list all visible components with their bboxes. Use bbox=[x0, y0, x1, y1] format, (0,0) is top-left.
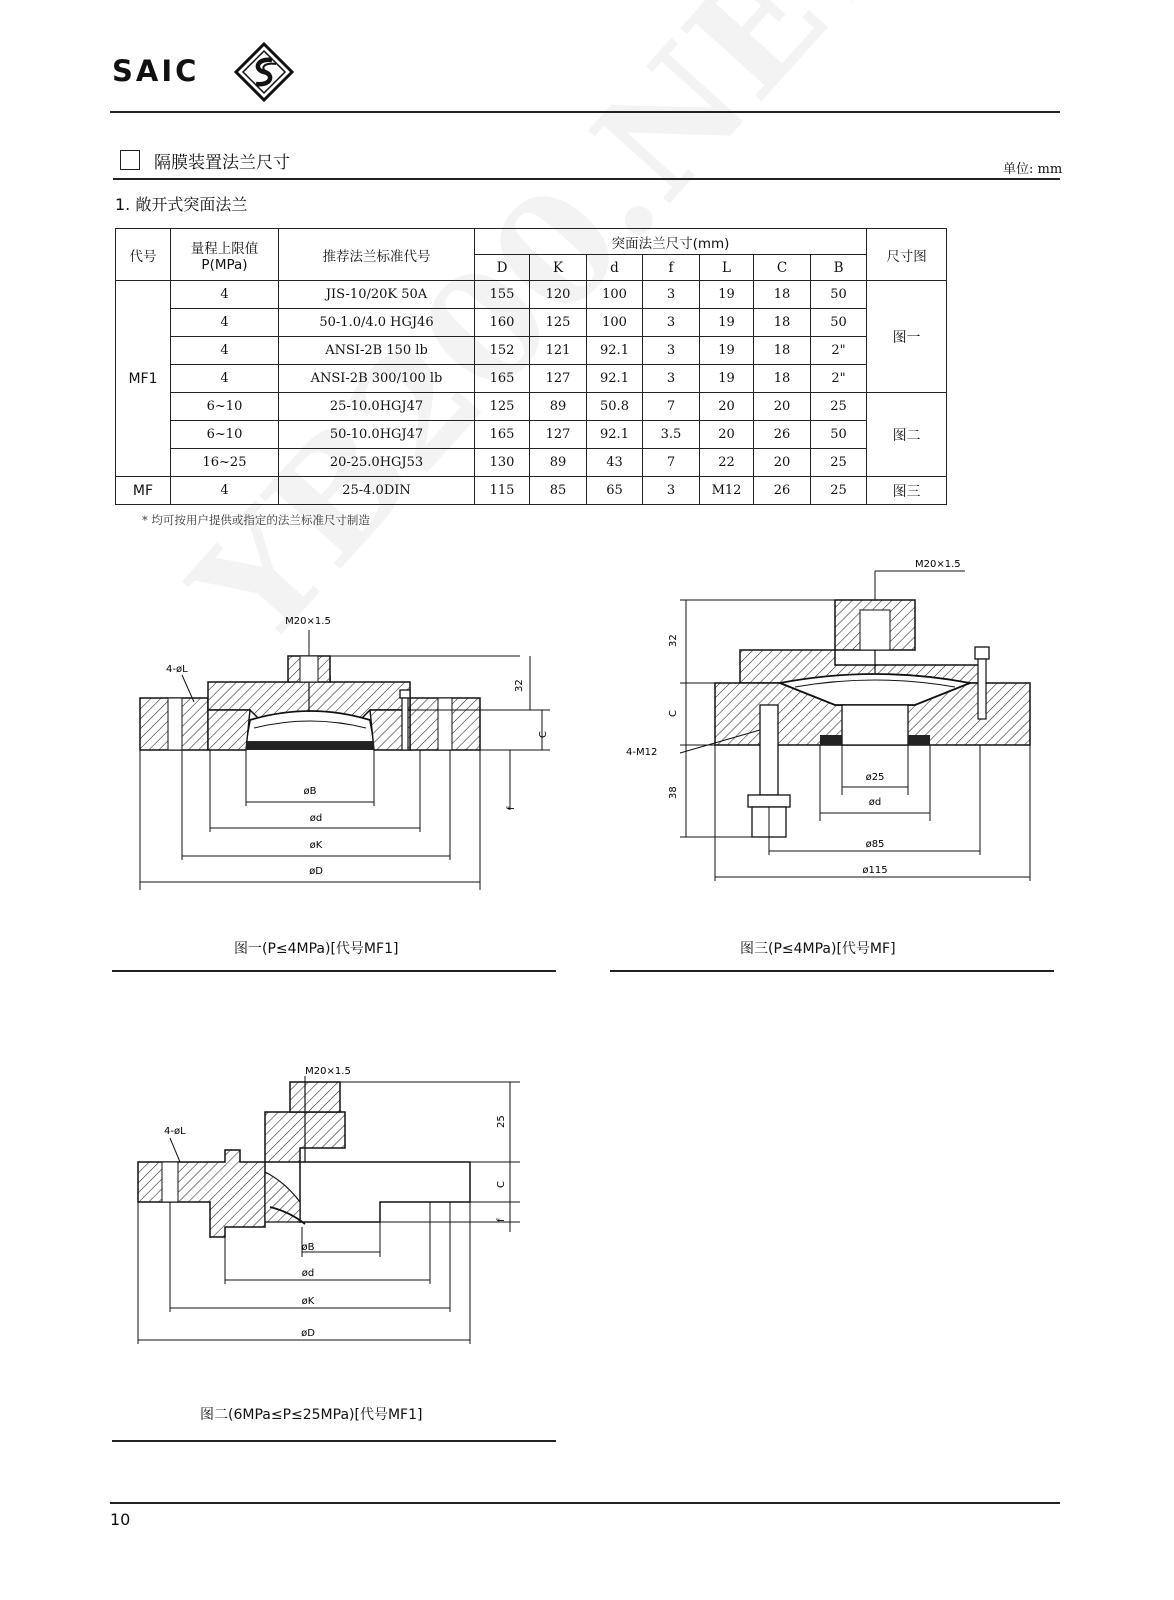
table-row bbox=[116, 393, 947, 421]
bolt-hole-left bbox=[168, 698, 182, 750]
cell-dim: 3 bbox=[643, 365, 700, 393]
cell-dim: 65 bbox=[587, 477, 643, 505]
cell-dim: 19 bbox=[700, 309, 754, 337]
cell-dim: 22 bbox=[700, 449, 754, 477]
cell-dim: 19 bbox=[700, 281, 754, 309]
cell-figure: 图二 bbox=[867, 393, 947, 477]
cell-dim: 165 bbox=[475, 365, 530, 393]
cell-dim: 92.1 bbox=[587, 337, 643, 365]
section-checkbox-icon bbox=[120, 150, 140, 170]
cell-dim: 92.1 bbox=[587, 365, 643, 393]
cell-standard: ANSI-2B 300/100 lb bbox=[279, 365, 475, 393]
cell-dim: 7 bbox=[643, 393, 700, 421]
label-dia-85: ø85 bbox=[865, 839, 885, 850]
cell-pressure: 4 bbox=[171, 477, 279, 505]
cell-standard: 25-4.0DIN bbox=[279, 477, 475, 505]
cell-dim: 50.8 bbox=[587, 393, 643, 421]
label-f: f bbox=[496, 1218, 507, 1222]
section-rule bbox=[113, 178, 1060, 180]
label-dia-d: ød bbox=[309, 813, 323, 824]
cell-dim: 25 bbox=[811, 449, 867, 477]
header-code: 代号 bbox=[116, 229, 171, 281]
label-holes: 4-øL bbox=[164, 1126, 186, 1137]
cell-standard: 50-10.0HGJ47 bbox=[279, 421, 475, 449]
header-dim-d: d bbox=[587, 255, 643, 281]
header-dim-C: C bbox=[754, 255, 811, 281]
cell-dim: 3.5 bbox=[643, 421, 700, 449]
figure-1-caption: 图一(P≤4MPa)[代号MF1] bbox=[234, 941, 399, 957]
bolt-hole bbox=[162, 1162, 178, 1202]
cell-dim: 50 bbox=[811, 309, 867, 337]
brand-logo-text: SAIC bbox=[112, 54, 200, 88]
cell-dim: 89 bbox=[530, 449, 587, 477]
diaphragm bbox=[246, 711, 374, 742]
label-height-32: 32 bbox=[668, 634, 679, 647]
header-dimensions: 突面法兰尺寸(mm) bbox=[475, 229, 867, 255]
label-dia-dd: øD bbox=[309, 866, 323, 877]
cell-dim: 127 bbox=[530, 421, 587, 449]
cell-dim: 100 bbox=[587, 281, 643, 309]
label-height-25: 25 bbox=[496, 1115, 507, 1128]
cell-dim: 152 bbox=[475, 337, 530, 365]
cell-dim: 165 bbox=[475, 421, 530, 449]
header-figure: 尺寸图 bbox=[867, 229, 947, 281]
cell-pressure: 4 bbox=[171, 365, 279, 393]
header-rule bbox=[110, 111, 1060, 113]
cell-dim: 120 bbox=[530, 281, 587, 309]
cell-dim: 92.1 bbox=[587, 421, 643, 449]
cell-dim: 19 bbox=[700, 337, 754, 365]
cell-pressure: 4 bbox=[171, 309, 279, 337]
cell-dim: 19 bbox=[700, 365, 754, 393]
label-dia-b: øB bbox=[301, 1242, 315, 1253]
cell-dim: 20 bbox=[700, 421, 754, 449]
cell-pressure: 4 bbox=[171, 281, 279, 309]
table-row bbox=[116, 309, 947, 337]
subsection-title: 1. 敞开式突面法兰 bbox=[115, 195, 248, 214]
label-c: C bbox=[668, 710, 679, 717]
bolt-hole-right bbox=[438, 698, 452, 750]
cell-code: MF bbox=[116, 477, 171, 505]
header-dim-D: D bbox=[475, 255, 530, 281]
bolt-left bbox=[760, 705, 778, 795]
cell-dim: 89 bbox=[530, 393, 587, 421]
figure-1-drawing bbox=[130, 610, 560, 900]
cell-dim: 25 bbox=[811, 393, 867, 421]
cell-standard: 25-10.0HGJ47 bbox=[279, 393, 475, 421]
cell-pressure: 6~10 bbox=[171, 393, 279, 421]
cell-figure: 图三 bbox=[867, 477, 947, 505]
header-standard: 推荐法兰标准代号 bbox=[279, 229, 475, 281]
cell-dim: 50 bbox=[811, 281, 867, 309]
label-dia-k: øK bbox=[309, 840, 323, 851]
label-dia-b: øB bbox=[303, 786, 317, 797]
bolt-right bbox=[978, 659, 986, 719]
cell-dim: 127 bbox=[530, 365, 587, 393]
cell-figure: 图一 bbox=[867, 281, 947, 393]
cell-dim: 20 bbox=[754, 393, 811, 421]
cell-dim: 155 bbox=[475, 281, 530, 309]
brand-logo-icon bbox=[232, 40, 296, 104]
cell-dim: 25 bbox=[811, 477, 867, 505]
flange-dimension-table bbox=[115, 228, 947, 505]
cell-dim: 160 bbox=[475, 309, 530, 337]
cell-dim: 3 bbox=[643, 309, 700, 337]
cell-standard: 50-1.0/4.0 HGJ46 bbox=[279, 309, 475, 337]
table-row bbox=[116, 477, 947, 505]
label-height-32: 32 bbox=[514, 679, 525, 692]
cell-dim: 20 bbox=[754, 449, 811, 477]
cell-dim: 18 bbox=[754, 365, 811, 393]
cell-dim: 85 bbox=[530, 477, 587, 505]
label-dia-dd: øD bbox=[301, 1328, 315, 1339]
cell-dim: M12 bbox=[700, 477, 754, 505]
label-dia-25: ø25 bbox=[865, 772, 885, 783]
bolt bbox=[402, 698, 408, 750]
cell-dim: 18 bbox=[754, 309, 811, 337]
figure-2-drawing bbox=[130, 1062, 550, 1362]
cell-dim: 130 bbox=[475, 449, 530, 477]
label-c: C bbox=[538, 731, 549, 738]
label-dia-d: ød bbox=[301, 1268, 315, 1279]
label-dia-d: ød bbox=[868, 797, 882, 808]
label-thread: M20×1.5 bbox=[305, 1066, 351, 1077]
section-title: 隔膜装置法兰尺寸 bbox=[154, 153, 290, 173]
cell-dim: 3 bbox=[643, 477, 700, 505]
cell-dim: 3 bbox=[643, 281, 700, 309]
cell-dim: 115 bbox=[475, 477, 530, 505]
fitting-nut bbox=[290, 1082, 340, 1112]
label-f: f bbox=[506, 806, 517, 810]
label-dia-k: øK bbox=[301, 1296, 315, 1307]
cell-dim: 43 bbox=[587, 449, 643, 477]
cell-dim: 125 bbox=[530, 309, 587, 337]
cell-dim: 18 bbox=[754, 337, 811, 365]
cell-dim: 26 bbox=[754, 421, 811, 449]
figure-2-caption: 图二(6MPa≤P≤25MPa)[代号MF1] bbox=[200, 1407, 423, 1423]
header-dim-K: K bbox=[530, 255, 587, 281]
cell-dim: 2" bbox=[811, 365, 867, 393]
cell-dim: 3 bbox=[643, 337, 700, 365]
header-dim-B: B bbox=[811, 255, 867, 281]
cell-pressure: 4 bbox=[171, 337, 279, 365]
footer-rule bbox=[110, 1502, 1060, 1504]
figure-3-caption: 图三(P≤4MPa)[代号MF] bbox=[740, 941, 896, 957]
label-thread: M20×1.5 bbox=[915, 559, 961, 570]
table-row bbox=[116, 281, 947, 309]
label-dia-115: ø115 bbox=[862, 865, 888, 876]
figure-3-drawing bbox=[620, 555, 1060, 890]
label-holes: 4-øL bbox=[166, 664, 188, 675]
flange-left bbox=[138, 1150, 265, 1237]
cell-dim: 7 bbox=[643, 449, 700, 477]
table-footnote: * 均可按用户提供或指定的法兰标准尺寸制造 bbox=[142, 513, 370, 527]
cell-standard: 20-25.0HGJ53 bbox=[279, 449, 475, 477]
label-height-38: 38 bbox=[668, 786, 679, 799]
page-number: 10 bbox=[110, 1510, 131, 1529]
table-row bbox=[116, 449, 947, 477]
cell-dim: 18 bbox=[754, 281, 811, 309]
header-dim-f: f bbox=[643, 255, 700, 281]
figure-3-rule bbox=[610, 970, 1054, 972]
header-dim-L: L bbox=[700, 255, 754, 281]
right-body bbox=[300, 1162, 470, 1222]
label-holes: 4-M12 bbox=[626, 747, 658, 758]
label-c: C bbox=[496, 1181, 507, 1188]
cell-dim: 50 bbox=[811, 421, 867, 449]
label-thread: M20×1.5 bbox=[285, 616, 331, 627]
cell-standard: JIS-10/20K 50A bbox=[279, 281, 475, 309]
table-row bbox=[116, 337, 947, 365]
cell-dim: 2" bbox=[811, 337, 867, 365]
cell-dim: 125 bbox=[475, 393, 530, 421]
cell-pressure: 6~10 bbox=[171, 421, 279, 449]
cell-dim: 121 bbox=[530, 337, 587, 365]
unit-label: 单位: mm bbox=[1003, 162, 1063, 177]
table-row bbox=[116, 365, 947, 393]
cell-dim: 20 bbox=[700, 393, 754, 421]
cell-standard: ANSI-2B 150 lb bbox=[279, 337, 475, 365]
figure-2-rule bbox=[112, 1440, 556, 1442]
figure-1-rule bbox=[112, 970, 556, 972]
cell-dim: 100 bbox=[587, 309, 643, 337]
table-row bbox=[116, 421, 947, 449]
cell-code: MF1 bbox=[116, 281, 171, 477]
header-range: 量程上限值 P(MPa) bbox=[171, 229, 279, 281]
cell-pressure: 16~25 bbox=[171, 449, 279, 477]
cell-dim: 26 bbox=[754, 477, 811, 505]
